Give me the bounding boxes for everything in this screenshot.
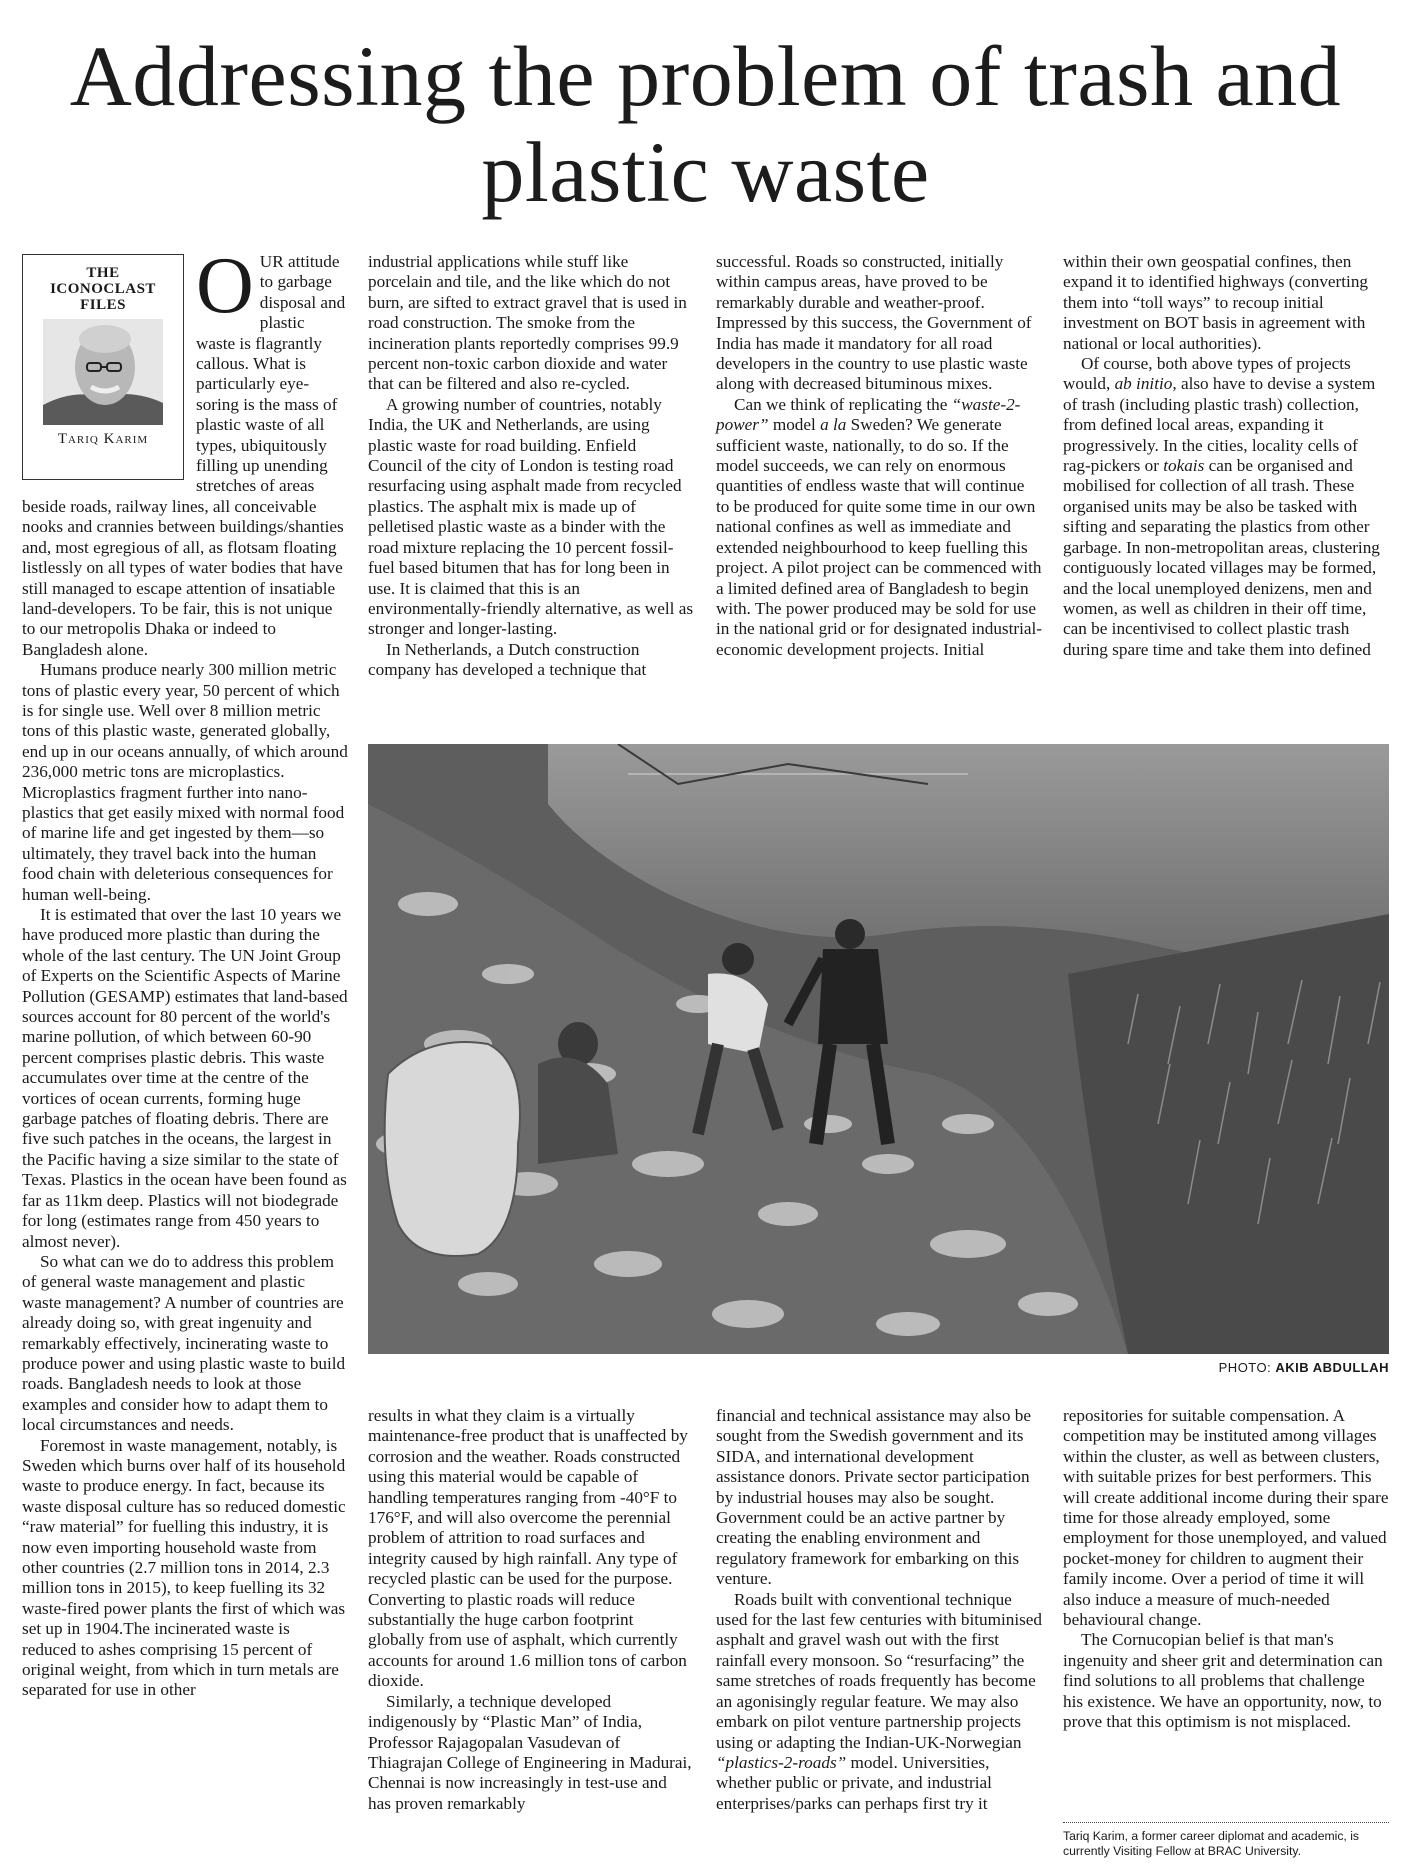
column-name: THE ICONOCLAST FILES [50, 265, 156, 313]
lead-paragraph: UR attitude to garbage disposal and plastic waste is flagrantly callous. What is particularly eye-soring is the mass of plastic waste of all types, ubiquitously filling up unending stretches of areas beside roads, railway lines, all conceivable nooks and crannies between buildings/shanties and, most egregious of all, as flotsam floating listlessly on all types of water bodies that have still managed to escape attention of insatiable land-developers. To be fair, this is not unique to our metropolis Dhaka or indeed to Bangladesh alone. [22, 252, 346, 659]
paragraph: So what can we do to address this problem of general waste management and plastic waste management? A number of countries are already doing so, with great ingenuity and remarkably effectively, incinerating waste to produce power and using plastic waste to build roads. Bangladesh needs to look at those examples and consider how to adapt them to local circumstances and needs. [22, 1251, 346, 1435]
author-portrait [43, 319, 163, 425]
author-footnote: Tariq Karim, a former career diplomat and academic, is currently Visiting Fellow at BRAC University. [1063, 1822, 1389, 1859]
photo-credit: PHOTO: AKIB ABDULLAH [1218, 1360, 1389, 1375]
paragraph: Foremost in waste management, notably, is Sweden which burns over half of its household waste to produce energy. In fact, because its waste disposal culture has so reduced domestic “raw material” for fuelling this industry, it is now even importing household waste from other countries (2.7 million tons in 2014, 2.3 million tons in 2015), to keep fuelling its 32 waste-fired power plants the first of which was set up in 1904.The incinerated waste is reduced to ashes comprising 15 percent of original weight, from which in turn metals are separated for use in other [22, 1435, 346, 1700]
paragraph: In Netherlands, a Dutch construction company has developed a technique that [368, 639, 647, 680]
trash-field-photo [368, 744, 1389, 1354]
article-photo [368, 744, 1389, 1354]
paragraph: The Cornucopian belief is that man's ingenuity and sheer grit and determination can find solutions to all problems that challenge his existence. We have an opportunity, now, to prove that this optimism is not misplaced. [1063, 1630, 1383, 1732]
column-2-top [368, 252, 694, 681]
paragraph: Of course, both above types of projects would, ab initio, also have to devise a system of trash (including plastic trash) collection, from defined local areas, expanding it progressively. In the cities, locality cells of rag-pickers or tokais can be organised and mobilised for collection of all trash. These organised units may be also be tasked with sifting and separating the plastics from other garbage. In non-metropolitan areas, clustering contiguously located villages may be formed, and the local unemployed denizens, men and women, as well as children in their off time, can be incentivised to collect plastic trash during spare time and take them into defined [1063, 354, 1380, 659]
column-3-bottom [716, 1406, 1042, 1814]
paragraph: successful. Roads so constructed, initially within campus areas, have proved to be remarkably durable and weather-proof. Impressed by this success, the Government of India has made it mandatory for all road developers in the country to use plastic waste along with decreased bituminous mixes. [716, 252, 1032, 394]
paragraph: repositories for suitable compensation. A competition may be instituted among villages within the cluster, as well as between clusters, with suitable prizes for best performers. This will create additional income during their spare time for those already employed, some employment for those unemployed, and valued pocket-money for children to augment their family income. Over a period of time it will also induce a measure of much-needed behavioural change. [1063, 1406, 1389, 1630]
paragraph: industrial applications while stuff like porcelain and tile, and the like which do not burn, are sifted to extract gravel that is used in road construction. The smoke from the incineration plants reportedly comprises 99.9 percent non-toxic carbon dioxide and water that can be filtered and also re-cycled. [368, 252, 687, 394]
column-4-bottom [1063, 1406, 1389, 1733]
paragraph: Can we think of replicating the “waste-2-power” model a la Sweden? We generate sufficient waste, nationally, to do so. If the model succeeds, we can rely on enormous quantities of endless waste that will continue to be produced for quite some time in our own national confines as well as immediate and extended neighbourhood to keep fuelling this project. A pilot project can be commenced with a limited defined area of Bangladesh to begin with. The power produced may be sold for use in the national grid or for designated industrial-economic development projects. Initial [716, 394, 1043, 659]
column-4-top [1063, 252, 1389, 660]
author-name: Tariq Karim [57, 431, 149, 447]
paragraph: Humans produce nearly 300 million metric tons of plastic every year, 50 percent of which is for single use. Well over 8 million metric tons of this plastic waste, generated globally, end up in our oceans annually, of which around 236,000 metric tons are microplastics. Microplastics fragment further into nano-plastics that get easily mixed with normal food of marine life and get ingested by them—so ultimately, they travel back into the human food chain with deleterious consequences for human well-being. [22, 660, 348, 904]
paragraph: A growing number of countries, notably India, the UK and Netherlands, are using plastic waste for road building. Enfield Council of the city of London is testing road resurfacing using asphalt made from recycled plastics. The asphalt mix is made up of pelletised plastic waste as a binder with the road mixture replacing the 10 percent fossil-fuel based bitumen that has for long been in use. It is claimed that this is an environmentally-friendly alternative, as well as stronger and longer-lasting. [368, 394, 694, 639]
column-2-bottom [368, 1406, 694, 1814]
column-1 [22, 242, 348, 1857]
headline: Addressing the problem of trash and plastic waste [69, 28, 1342, 220]
drop-cap: O [196, 242, 254, 330]
paragraph: within their own geospatial confines, then expand it to identified highways (converting them into “toll ways” to recoup initial investment on BOT basis in agreement with national or local authorities). [1063, 252, 1369, 353]
paragraph: Similarly, a technique developed indigenously by “Plastic Man” of India, Professor Rajagopalan Vasudevan of Thiagrajan College of Engineering in Madurai, Chennai is now increasingly in test-use and has proven remarkably [368, 1691, 692, 1813]
byline-box [22, 254, 184, 480]
paragraph: results in what they claim is a virtually maintenance-free product that is unaffected by corrosion and the weather. Roads constructed using this material would be capable of handling temperatures ranging from -40°F to 176°F, and will also overcome the perennial problem of attrition to road surfaces and integrity caused by high rainfall. Any type of recycled plastic can be used for the purpose. Converting to plastic roads will reduce substantially the huge carbon footprint globally from use of asphalt, which currently accounts for around 1.6 million tons of carbon dioxide. [368, 1406, 688, 1691]
column-3-top [716, 252, 1042, 660]
paragraph: financial and technical assistance may also be sought from the Swedish government and its SIDA, and international development assistance donors. Private sector participation by industrial houses may also be sought. Government could be an active partner by creating the enabling environment and regulatory framework for embarking on this venture. [716, 1406, 1031, 1589]
paragraph: Roads built with conventional technique used for the last few centuries with bituminised asphalt and gravel wash out with the first rainfall every monsoon. So “resurfacing” the same stretches of roads frequently has become an agonisingly regular feature. We may also embark on pilot venture partnership projects using or adapting the Indian-UK-Norwegian “plastics-2-roads” model. Universities, whether public or private, and industrial enterprises/parks can perhaps first try it [716, 1589, 1043, 1813]
paragraph: It is estimated that over the last 10 years we have produced more plastic than during the whole of the last century. The UN Joint Group of Experts on the Scientific Aspects of Marine Pollution (GESAMP) estimates that land-based sources account for 80 percent of the world's marine pollution, of which between 60-90 percent comprises plastic debris. This waste accumulates over time at the centre of the vortices of ocean currents, forming huge garbage patches of floating debris. There are five such patches in the oceans, the largest in the Pacific having a size similar to the state of Texas. Plastics in the ocean have been found as far as 11km deep. Plastics will not biodegrade for long (estimates range from 450 years to almost never). [22, 905, 348, 1251]
